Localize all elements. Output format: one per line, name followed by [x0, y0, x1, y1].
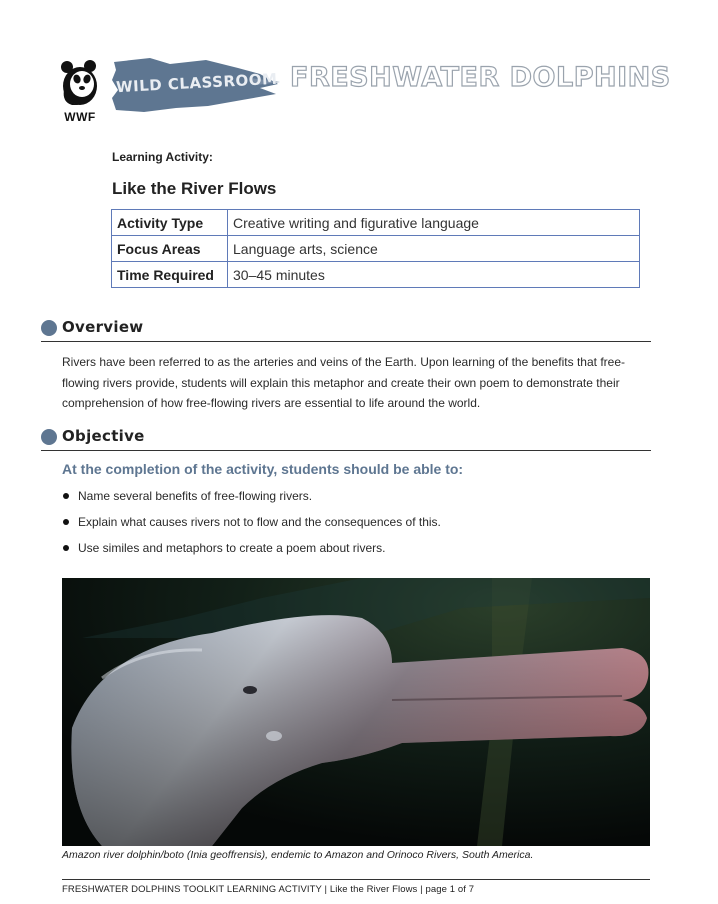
learning-activity-label: Learning Activity: [112, 150, 213, 164]
row-value: Language arts, science [228, 236, 640, 262]
bullet-icon [63, 519, 69, 525]
list-item [62, 487, 441, 513]
activity-info-table [111, 209, 640, 288]
wwf-wordmark: WWF [64, 110, 96, 124]
river-dolphin-image [62, 578, 650, 846]
overview-line: flowing rivers provide, students will explain this metaphor and create their own poem to demonstrate their [62, 375, 620, 390]
wwf-logo [58, 60, 102, 124]
list-item [62, 539, 441, 565]
list-item-text: Use similes and metaphors to create a poem about rivers. [78, 541, 386, 555]
objective-heading [41, 425, 651, 451]
list-item [62, 513, 441, 539]
table-row [112, 210, 640, 236]
photo-caption [62, 849, 533, 861]
document-title: FRESHWATER DOLPHINS [290, 62, 671, 93]
table-row [112, 236, 640, 262]
objective-list [62, 487, 441, 565]
row-key: Focus Areas [112, 236, 228, 262]
section-bullet-icon [41, 320, 57, 336]
objective-subheading: At the completion of the activity, students should be able to: [62, 461, 464, 477]
overview-heading [41, 316, 651, 342]
wild-classroom-brand [110, 54, 282, 114]
row-key: Activity Type [112, 210, 228, 236]
objective-heading-text: Objective [62, 427, 145, 445]
row-value: 30–45 minutes [228, 262, 640, 288]
overview-paragraph [62, 352, 654, 414]
panda-icon [58, 60, 102, 106]
table-row [112, 262, 640, 288]
list-item-text: Explain what causes rivers not to flow and the consequences of this. [78, 515, 441, 529]
caption-species-name: Inia geoffrensis [190, 849, 262, 861]
dolphin-photo [62, 578, 650, 846]
bullet-icon [63, 545, 69, 551]
page-footer: FRESHWATER DOLPHINS TOOLKIT LEARNING ACTIVITY | Like the River Flows | page 1 of 7 [62, 884, 475, 895]
list-item-text: Name several benefits of free-flowing rivers. [78, 489, 313, 503]
overview-line: comprehension of how free-flowing rivers are essential to life around the world. [62, 396, 481, 410]
section-bullet-icon [41, 429, 57, 445]
caption-text: Amazon river dolphin/boto ( [62, 849, 191, 861]
row-value: Creative writing and figurative language [228, 210, 640, 236]
activity-title: Like the River Flows [112, 179, 277, 198]
row-key: Time Required [112, 262, 228, 288]
caption-text: ), endemic to Amazon and Orinoco Rivers, South America. [261, 849, 534, 861]
overview-line: Rivers have been referred to as the arteries and veins of the Earth. Upon learning of the benefits that free- [62, 355, 625, 369]
overview-heading-text: Overview [62, 318, 144, 336]
footer-divider [62, 879, 650, 880]
brand-label: WILD CLASSROOM [115, 69, 278, 97]
bullet-icon [63, 493, 69, 499]
